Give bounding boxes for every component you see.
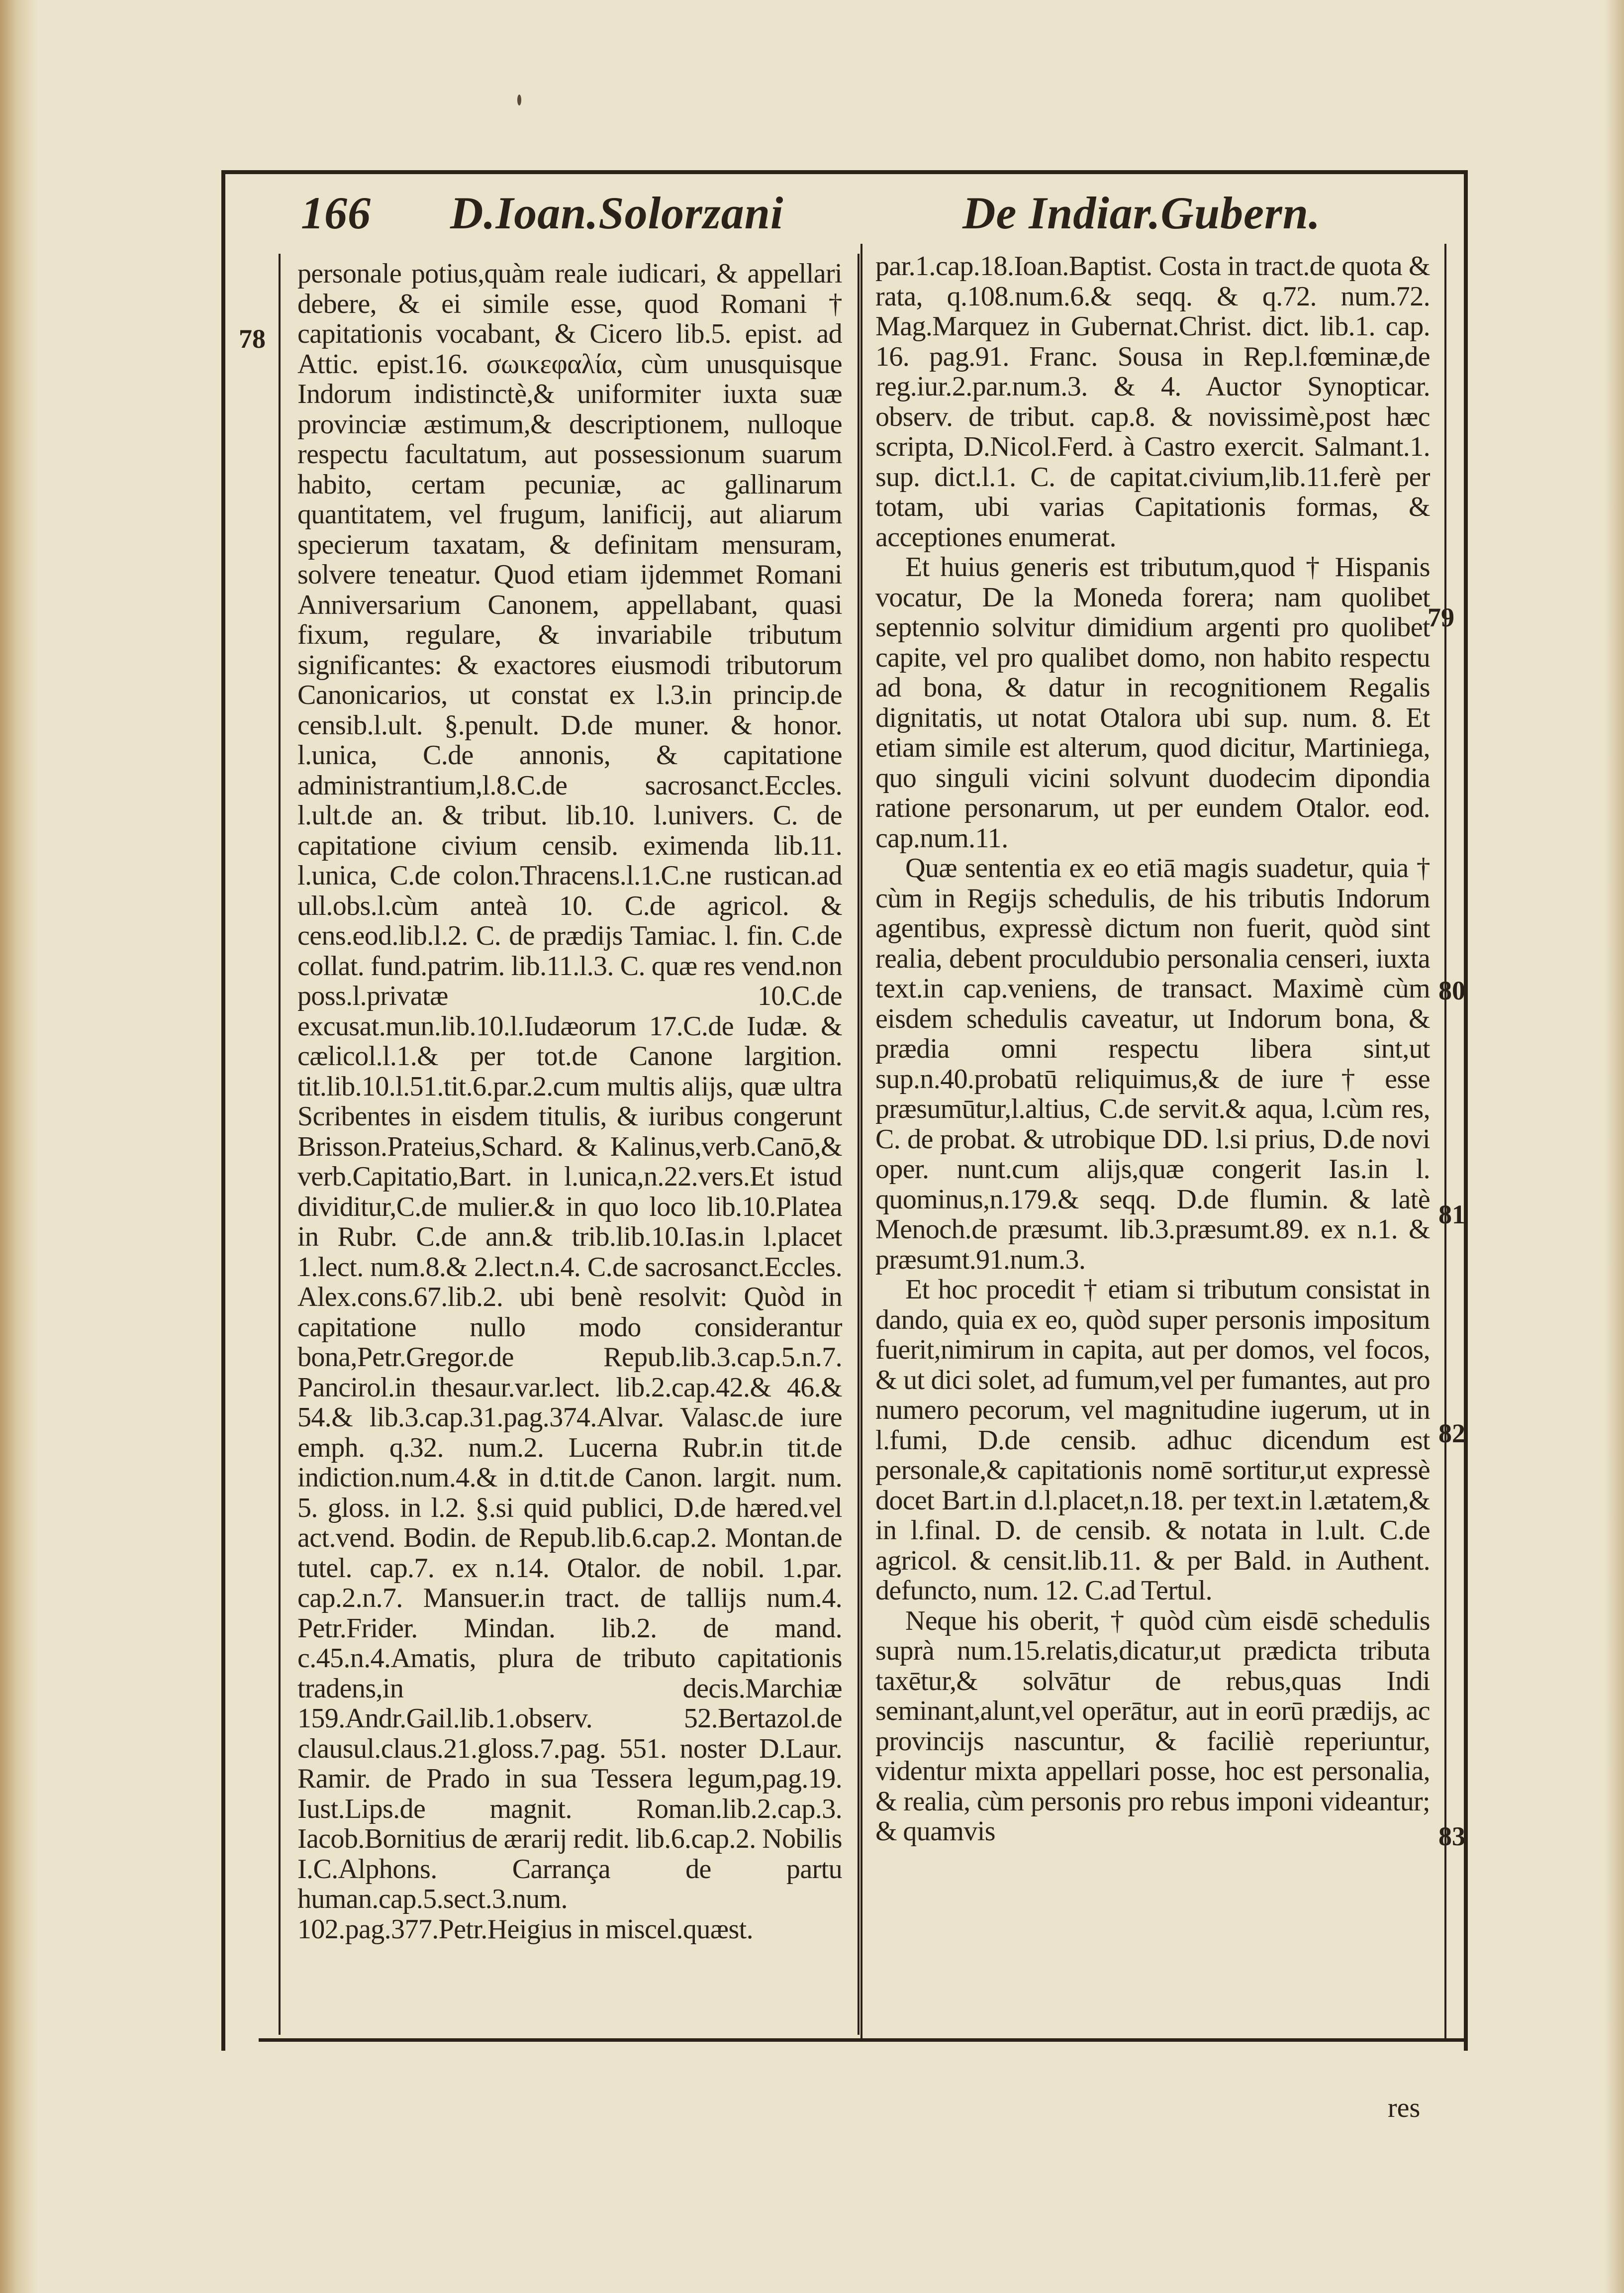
frame-left-rule [221, 170, 225, 2051]
marginal-number: 81 [1438, 1199, 1465, 1229]
marginal-number: 78 [239, 324, 266, 354]
right-paragraph: Neque his oberit, † quòd cùm eisdē schedulis suprà num.15.relatis,dicatur,ut prædicta tributa taxētur,& solvātur de rebus,quas Indi seminant,alunt,vel operātur, aut in eorū prædijs, ac provincijs nascuntur, & faciliè reperiuntur, videntur mixta appellari posse, hoc est personalia, & realia, cùm personis pro rebus imponi videantur; & quamvis [875, 1605, 1430, 1847]
right-column-text [875, 251, 1430, 2042]
right-paragraph: Quæ sententia ex eo etiā magis suadetur, quia † cùm in Regijs schedulis, de his tributis Indorum agentibus, expressè dictum non fuerit, quòd sint realia, debent proculdubio personalia censeri, iuxta text.in cap.veniens, de transact. Maximè cùm eisdem schedulis caveatur, ut Indorum bona, & prædia omni respectu libera sint,ut sup.n.40.probatū reliquimus,& de iure † esse præsumūtur,l.altius, C.de servit.& aqua, l.cùm res, C. de probat. & utrobique DD. l.si prius, D.de novi oper. nunt.cum alijs,quæ congerit Ias.in l. quominus,n.179.& seqq. D.de flumin. & latè Menoch.de præsumt. lib.3.præsumt.89. ex n.1. & præsumt.91.num.3. [875, 853, 1430, 1275]
page-number: 166 [301, 188, 371, 238]
catchword: res [1388, 2093, 1421, 2123]
left-paragraph: personale potius,quàm reale iudicari, & appellari debere, & ei simile esse, quod Romani † capitationis vocabant, & Cicero lib.5. epist. ad Attic. epist.16. σωικεφαλία, cùm unusquisque Indorum indistinctè,& uniformiter iuxta suæ provinciæ æstimum,& descriptionem, nulloque respectu facultatum, aut possessionum suarum habito, certam pecuniæ, ac gallinarum quantitatem, vel frugum, lanificij, aut aliarum specierum taxatam, & definitam mensuram, solvere teneatur. Quod etiam ijdemmet Romani Anniversarium Canonem, appellabant, quasi fixum, regulare, & invariabile tributum significantes: & exactores eiusmodi tributorum Canonicarios, ut constat ex l.3.in princip.de censib.l.ult. §.penult. D.de muner. & honor. l.unica, C.de annonis, & capitatione administrantium,l.8.C.de sacrosanct.Eccles. l.ult.de an. & tribut. lib.10. l.univers. C. de capitatione civium censib. eximenda lib.11. l.unica, C.de colon.Thracens.l.1.C.ne rustican.ad ull.obs.l.cùm anteà 10. C.de agricol. & cens.eod.lib.l.2. C. de prædijs Tamiac. l. fin. C.de collat. fund.patrim. lib.11.l.3. C. quæ res vend.non poss.l.privatæ 10.C.de excusat.mun.lib.10.l.Iudæorum 17.C.de Iudæ. & cælicol.l.1.& per tot.de Canone largition. tit.lib.10.l.51.tit.6.par.2.cum multis alijs, quæ ultra Scribentes in eisdem titulis, & iuribus congerunt Brisson.Prateius,Schard. & Kalinus,verb.Canō,& verb.Capitatio,Bart. in l.unica,n.22.vers.Et istud dividitur,C.de mulier.& in quo loco lib.10.Platea in Rubr. C.de ann.& trib.lib.10.Ias.in l.placet 1.lect. num.8.& 2.lect.n.4. C.de sacrosanct.Eccles. Alex.cons.67.lib.2. ubi benè resolvit: Quòd in capitatione nullo modo considerantur bona,Petr.Gregor.de Repub.lib.3.cap.5.n.7. Pancirol.in thesaur.var.lect. lib.2.cap.42.& 46.& 54.& lib.3.cap.31.pag.374.Alvar. Valasc.de iure emph. q.32. num.2. Lucerna Rubr.in tit.de indiction.num.4.& in d.tit.de Canon. largit. num. 5. gloss. in l.2. §.si quid publici, D.de hæred.vel act.vend. Bodin. de Repub.lib.6.cap.2. Montan.de tutel. cap.7. ex n.14. Otalor. de nobil. 1.par. cap.2.n.7. Mansuer.in tract. de tallijs num.4. Petr.Frider. Mindan. lib.2. de mand. c.45.n.4.Amatis, plura de tributo capitationis tradens,in decis.Marchiæ 159.Andr.Gail.lib.1.observ. 52.Bertazol.de clausul.claus.21.gloss.7.pag. 551. noster D.Laur. Ramir. de Prado in sua Tessera legum,pag.19. Iust.Lips.de magnit. Roman.lib.2.cap.3. Iacob.Bornitius de ærarij redit. lib.6.cap.2. Nobilis I.C.Alphons. Carrança de partu human.cap.5.sect.3.num. 102.pag.377.Petr.Heigius in miscel.quæst. [297, 259, 842, 1945]
right-paragraph: par.1.cap.18.Ioan.Baptist. Costa in tract.de quota & rata, q.108.num.6.& seqq. & q.72. num.72. Mag.Marquez in Gubernat.Christ. dict. lib.1. cap. 16. pag.91. Franc. Sousa in Rep.l.fœminæ,de reg.iur.2.par.num.3. & 4. Auctor Synopticar. observ. de tribut. cap.8. & novissimè,post hæc scripta, D.Nicol.Ferd. à Castro exercit. Salmant.1. sup. dict.l.1. C. de capitat.civium,lib.11.ferè per totam, ubi varias Capitationis formas, & acceptiones enumerat. [875, 251, 1430, 553]
marginal-number: 80 [1438, 976, 1465, 1005]
frame-top-rule [221, 170, 1467, 174]
marginal-number: 83 [1438, 1821, 1465, 1851]
marginal-number: 79 [1428, 602, 1454, 632]
frame-right-rule [1464, 170, 1468, 2051]
right-paragraph: Et hoc procedit † etiam si tributum consistat in dando, quia ex eo, quòd super personis impositum fuerit,nimirum in capita, aut per domos, vel focos, & ut dici solet, ad fumum,vel per fumantes, aut pro numero pecorum, vel magnitudine iugerum, ut in l.fumi, D.de censib. adhuc dicendum est personale,& capitationis nomē sortitur,ut expressè docet Bart.in d.l.placet,n.18. per text.in l.ætatem,& in l.final. D. de censib. & notata in l.ult. C.de agricol. & censit.lib.11. & per Bald. in Authent. defuncto, num. 12. C.ad Tertul. [875, 1274, 1430, 1606]
left-column-text [297, 259, 842, 2030]
marginal-number: 82 [1438, 1418, 1465, 1448]
right-paragraph: Et huius generis est tributum,quod † Hispanis vocatur, De la Moneda forera; nam quolibet septennio solvitur dimidium argenti pro quolibet capite, vel pro qualibet domo, non habito respectu ad bona, & datur in recognitionem Regalis dignitatis, ut notat Otalora ubi sup. num. 8. Et etiam simile est alterum, quod dicitur, Martiniega, quo singuli vicini solvunt duodecim dipondia ratione personarum, ut per eundem Otalor. eod. cap.num.11. [875, 552, 1430, 854]
author-header: D.Ioan.Solorzani [450, 188, 784, 238]
page-edge [1604, 0, 1624, 2293]
binding-edge [0, 0, 37, 2293]
running-title: De Indiar.Gubern. [962, 188, 1321, 238]
ink-speck [517, 95, 521, 105]
